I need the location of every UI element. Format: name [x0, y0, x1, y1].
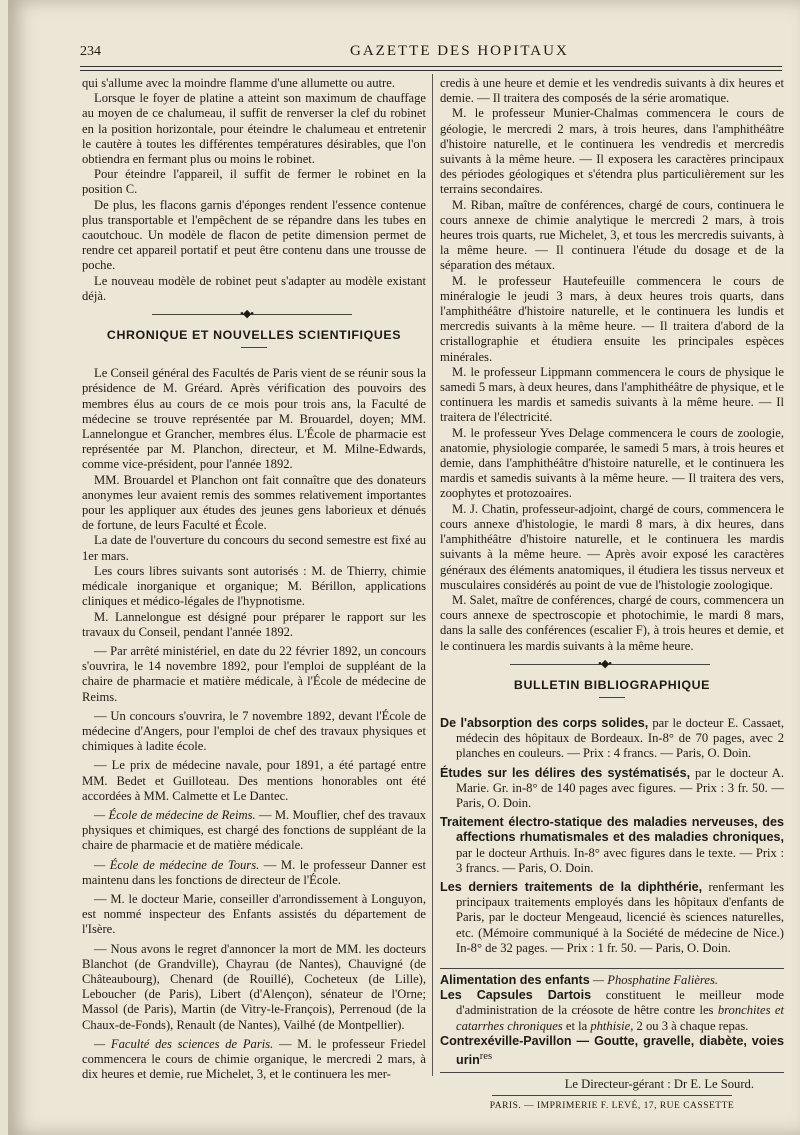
ornament-icon: •◆•: [598, 657, 612, 670]
paragraph: credis à une heure et demie et les vendredis suivants à dix heures et demie. — Il traitera des composés de la série aromatique.: [440, 76, 784, 106]
left-column: [82, 76, 426, 1082]
paragraph: M. le professeur Yves Delage commencera le cours de zoologie, anatomie, physiologie comparée, le samedi 5 mars, à trois heures et demie, dans l'amphithéâtre d'histoire naturelle, et le continuera les mardis et samedis suivants à la même heure. — Il traitera des vers, zoophytes et protozoaires.: [440, 425, 784, 501]
imprint-rule: [492, 1095, 733, 1096]
paragraph: — Faculté des sciences de Paris. — M. le professeur Friedel commencera le cours de chimie organique, le mercredi 2 mars, à dix heures et demie, rue Michelet, 3, et le continuera les mer-: [82, 1036, 426, 1082]
bibliography-entry: Traitement électro-statique des maladies nerveuses, des affections rhumatismales et des maladies chroniques, par le docteur Arthuis. In-8° avec figures dans le texte. — Prix : 3 francs. — Paris, O. Doin.: [440, 815, 784, 875]
paragraph: — M. le docteur Marie, conseiller d'arrondissement à Longuyon, est nommé inspecteur des Enfants assistés du département de l'Isère.: [82, 891, 426, 937]
paragraph: Lorsque le foyer de platine a atteint son maximum de chauffage au moyen de ce chalumeau, il suffit de renverser la clef du robinet en la position horizontale, pour éteindre le chalumeau et entretenir le cautère à toutes les différentes températures désirables, que l'on obtiendra en fermant plus ou moins le robinet.: [82, 91, 426, 167]
bibliography-entry: Études sur les délires des systématisés, par le docteur A. Marie. Gr. in-8° de 140 pages avec figures. — Prix : 3 fr. 50. — Paris, O. Doin.: [440, 765, 784, 810]
paragraph: De plus, les flacons garnis d'éponges rendent l'essence contenue plus transportable et l'empêchent de se répandre dans les tubes en caoutchouc. Un modèle de flacon de petite dimension permet de rendre cet appareil portatif et peut être contenu dans une trousse de poche.: [82, 197, 426, 273]
paragraph: M. Salet, maître de conférences, chargé de cours, commencera un cours annexe de spectroscopie et photochimie, le mardi 8 mars, dans la salle des conférences (escalier F), à trois heures et demie, et le continuera les mardis suivants à la même heure.: [440, 592, 784, 653]
paragraph: Les cours libres suivants sont autorisés : M. de Thierry, chimie médicale inorganique et organique; M. Bérillon, applications cliniques et médico-légales de l'hypnotisme.: [82, 563, 426, 609]
bibliography-entry: Les derniers traitements de la diphthérie, renfermant les principaux traitements employés dans les hôpitaux d'enfants de Paris, par le docteur Mengeaud, licencié ès sciences naturelles, etc. (Mémoire communiqué à la Société de médecine de Nice.) In-8° de 32 pages. — Prix : 1 fr. 50. — Paris, O. Doin.: [440, 879, 784, 955]
faculty-name: — Faculté des sciences de Paris.: [94, 1036, 274, 1051]
paragraph: qui s'allume avec la moindre flamme d'une allumette ou autre.: [82, 76, 395, 90]
advert-title: Les Capsules Dartois: [440, 988, 592, 1003]
book-title: Études sur les délires des systématisés,: [440, 765, 691, 780]
paragraph: — Nous avons le regret d'annoncer la mort de MM. les docteurs Blanchot (de Grandville), Chayrau (de Nantes), Chauvigné (de Châteaubourg), Chenard (de Rouillé), Cocheteux (de Lille), Leboucher (de Paris), Libert (d'Alençon), sénateur de l'Orne; Massol (de Paris), Martin (de Vitry-le-François), Perrenoud (de la Chaux-de-Fonds), Renault (de Nantes), Vailhé (de Montpellier).: [82, 941, 426, 1032]
page-number: 234: [80, 44, 101, 59]
advert-title: Contrexéville-Pavillon: [440, 1033, 572, 1048]
advert: Contrexéville-Pavillon — Goutte, gravelle, diabète, voies urin$^{res}$: [440, 1033, 784, 1068]
title-rule: [241, 347, 267, 348]
paragraph: — Le prix de médecine navale, pour 1891, a été partagé entre MM. Bedet et Guilloteau. Des mentions honorables ont été accordées à MM. Calmette et Le Dantec.: [82, 758, 426, 803]
paragraph: M. le professeur Lippmann commencera le cours de physique le samedi 5 mars, à deux heures, dans l'amphithéâtre de physique, et le continuera les mardis et samedis suivants à la même heure. — Il traitera de l'électricité.: [440, 364, 784, 425]
page-header: [80, 42, 780, 62]
book-title: De l'absorption des corps solides,: [440, 715, 649, 730]
paragraph: M. le professeur Munier-Chalmas commencera le cours de géologie, le mercredi 2 mars, à trois heures, dans l'amphithéâtre d'histoire naturelle, et le continuera les vendredis et mercredis suivants à la même heure. — Il exposera les caractères principaux des périodes géologiques et s'étendra plus particulièrement sur les terrains secondaires.: [440, 106, 784, 197]
director-signature: Le Directeur-gérant : Dr E. Le Sourd.: [564, 1077, 754, 1092]
paragraph: M. Lannelongue est désigné pour préparer le rapport sur les travaux du Conseil, pendant l'année 1892.: [82, 609, 426, 639]
advert-title: Alimentation des enfants: [440, 972, 590, 987]
advert: Alimentation des enfants — Phosphatine Falières.: [440, 972, 719, 987]
book-title: Les derniers traitements de la diphthérie,: [440, 879, 703, 894]
header-rule-double: [80, 70, 782, 71]
bibliography-entry: De l'absorption des corps solides, par le docteur E. Cassaet, médecin des hôpitaux de Bordeaux. In-8° de 70 pages, avec 2 planches en couleurs. — Prix : 4 francs. — Paris, O. Doin.: [440, 715, 785, 761]
section-separator: [82, 304, 426, 326]
header-rule: [80, 66, 782, 67]
advert: Les Capsules Dartois constituent le meilleur mode d'administration de la créosote de hêtre contre les bronchites et catarrhes chroniques et la phthisie, 2 ou 3 à chaque repas.: [440, 988, 784, 1033]
paragraph: M. Riban, maître de conférences, chargé de cours, continuera le cours annexe de chimie analytique le mercredi 2 mars, à trois heures trois quarts, rue Michelet, 3, et tous les mercredis suivants, à la même heure. — Il continuera l'étude du dosage et de la séparation des métaux.: [440, 197, 784, 273]
section-title: CHRONIQUE ET NOUVELLES SCIENTIFIQUES: [106, 328, 402, 343]
paragraph: M. J. Chatin, professeur-adjoint, chargé de cours, commencera le cours annexe d'histologie, le mardi 8 mars, à dix heures, dans l'amphithéâtre d'histoire naturelle, et le continuera les mardis suivants à la même heure. — Après avoir exposé les caractères généraux des éléments anatomiques, il étudiera les tissus nerveux et musculaires considérés au point de vue de l'histologie zoologique.: [440, 501, 784, 592]
paragraph: — Par arrêté ministériel, en date du 22 février 1892, un concours s'ouvrira, le 14 novembre 1892, pour l'emploi de suppléant de la chaire de pharmacie et matière médicale, à l'École de médecine de Reims.: [82, 643, 426, 704]
paragraph: La date de l'ouverture du concours du second semestre est fixé au 1er mars.: [82, 533, 426, 563]
running-title: GAZETTE DES HOPITAUX: [350, 43, 569, 59]
title-rule: [599, 697, 625, 698]
section-title: BULLETIN BIBLIOGRAPHIQUE: [513, 677, 711, 692]
column-divider: [432, 74, 433, 1076]
school-name: — École de médecine de Tours.: [94, 857, 260, 872]
imprint-line: PARIS. — IMPRIMERIE F. LEVÉ, 17, RUE CASSETTE: [489, 1100, 735, 1111]
advert-rule: [440, 968, 784, 969]
ornament-icon: •◆•: [240, 308, 254, 321]
paragraph: — École de médecine de Reims. — M. Mouflier, chef des travaux physiques et chimiques, est chargé des fonctions de suppléant de la chaire de pharmacie et de matière médicale.: [82, 807, 426, 853]
advert-block: [440, 973, 784, 1068]
footer-rule: [440, 1072, 784, 1073]
school-name: — École de médecine de Reims.: [94, 807, 256, 822]
book-title: Traitement électro-statique des maladies nerveuses, des affections rhumatismales et des maladies chroniques,: [440, 815, 784, 845]
paragraph: Le Conseil général des Facultés de Paris vient de se réunir sous la présidence de M. Gréard. Après vérification des pouvoirs des membres élus au cours de ce mois pour trois ans, la Faculté de médecine se trouve représentée par M. Brouardel, doyen; MM. Lannelongue et Grancher, membres élus. L'École de pharmacie est représentée par M. Planchon, directeur, et M. Milne-Edwards, comme vice-président, pour l'année 1892.: [82, 366, 426, 472]
paragraph: M. le professeur Hautefeuille commencera le cours de minéralogie le jeudi 3 mars, à deux heures trois quarts, dans l'amphithéâtre d'histoire naturelle, et le continuera les lundis et mercredis suivants à la même heure. — Il traitera d'abord de la cristallographie et étudiera ensuite les principales espèces minérales.: [440, 273, 784, 364]
section-separator: [440, 654, 784, 676]
paragraph: Pour éteindre l'appareil, il suffit de fermer le robinet en la position C.: [82, 167, 426, 197]
paragraph: Le nouveau modèle de robinet peut s'adapter au modèle existant déjà.: [82, 273, 426, 303]
paragraph: — Un concours s'ouvrira, le 7 novembre 1892, devant l'École de médecine d'Angers, pour l'emploi de chef des travaux physiques et chimiques à ladite école.: [82, 708, 426, 754]
right-column: [440, 76, 784, 1114]
bibliography-list: [440, 716, 784, 956]
paragraph: — École de médecine de Tours. — M. le professeur Danner est maintenu dans les fonctions de directeur de l'École.: [82, 857, 426, 887]
paragraph: MM. Brouardel et Planchon ont fait connaître que des donateurs anonymes leur avaient remis des sommes relativement importantes pour les appliquer aux études des jeunes gens laborieux et dénués de fortune, de leurs Faculté et École.: [82, 472, 426, 533]
